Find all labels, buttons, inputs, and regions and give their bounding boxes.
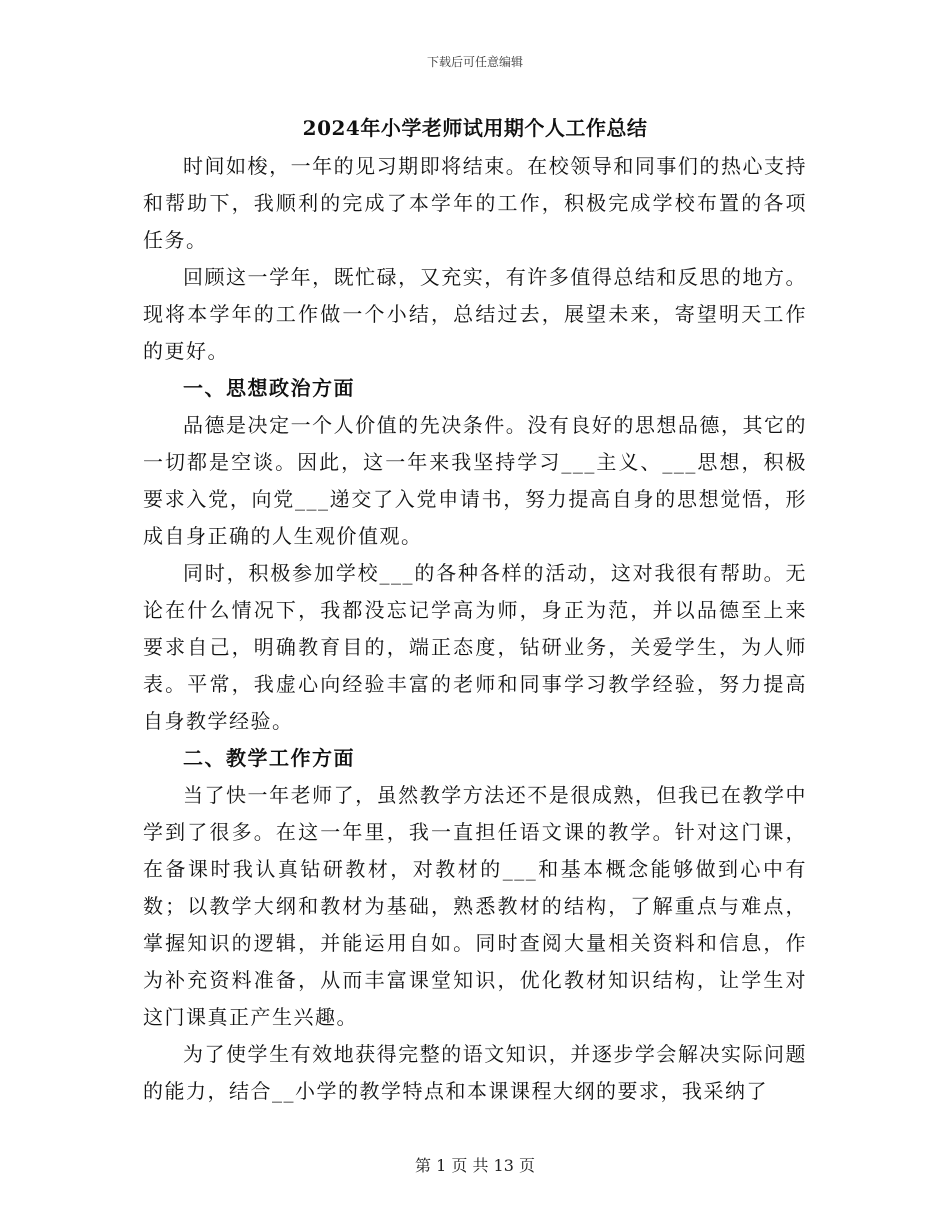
- ideology-paragraph-1: 品德是决定一个人价值的先决条件。没有良好的思想品德，其它的一切都是空谈。因此，这一年来我坚持学习___主义、___思想，积极要求入党，向党___递交了入党申请书，努力提高自身的思想觉悟，形成自身正确的人生观价值观。: [143, 413, 807, 548]
- intro-paragraph: 时间如梭，一年的见习期即将结束。在校领导和同事们的热心支持和帮助下，我顺利的完成了本学年的工作，积极完成学校布置的各项任务。: [143, 154, 807, 252]
- teaching-paragraph-1: 当了快一年老师了，虽然教学方法还不是很成熟，但我已在教学中学到了很多。在这一年里，我一直担任语文课的教学。针对这门课，在备课时我认真钻研教材，对教材的___和基本概念能够做到心中有数；以教学大纲和教材为基础，熟悉教材的结构，了解重点与难点，掌握知识的逻辑，并能运用自如。同时查阅大量相关资料和信息，作为补充资料准备，从而丰富课堂知识，优化教材知识结构，让学生对这门课真正产生兴趣。: [143, 783, 807, 1029]
- section-heading-teaching: 二、教学工作方面: [183, 746, 355, 770]
- document-title: 2024年小学老师试用期个人工作总结: [302, 116, 648, 140]
- section-heading-ideology: 一、思想政治方面: [183, 376, 355, 400]
- page-header-note: 下载后可任意编辑: [426, 55, 523, 69]
- ideology-paragraph-2: 同时，积极参加学校___的各种各样的活动，这对我很有帮助。无论在什么情况下，我都没忘记学高为师，身正为范，并以品德至上来要求自己，明确教育目的，端正态度，钻研业务，关爱学生，为人师表。平常，我虚心向经验丰富的老师和同事学习教学经验，努力提高自身教学经验。: [143, 561, 807, 733]
- teaching-paragraph-2: 为了使学生有效地获得完整的语文知识，并逐步学会解决实际问题的能力，结合__小学的教学特点和本课课程大纲的要求，我采纳了: [143, 1042, 807, 1103]
- document-body: [143, 148, 807, 1110]
- review-paragraph: 回顾这一学年，既忙碌，又充实，有许多值得总结和反思的地方。现将本学年的工作做一个小结，总结过去，展望未来，寄望明天工作的更好。: [143, 265, 807, 363]
- page-number: 第 1 页 共 13 页: [415, 1156, 535, 1175]
